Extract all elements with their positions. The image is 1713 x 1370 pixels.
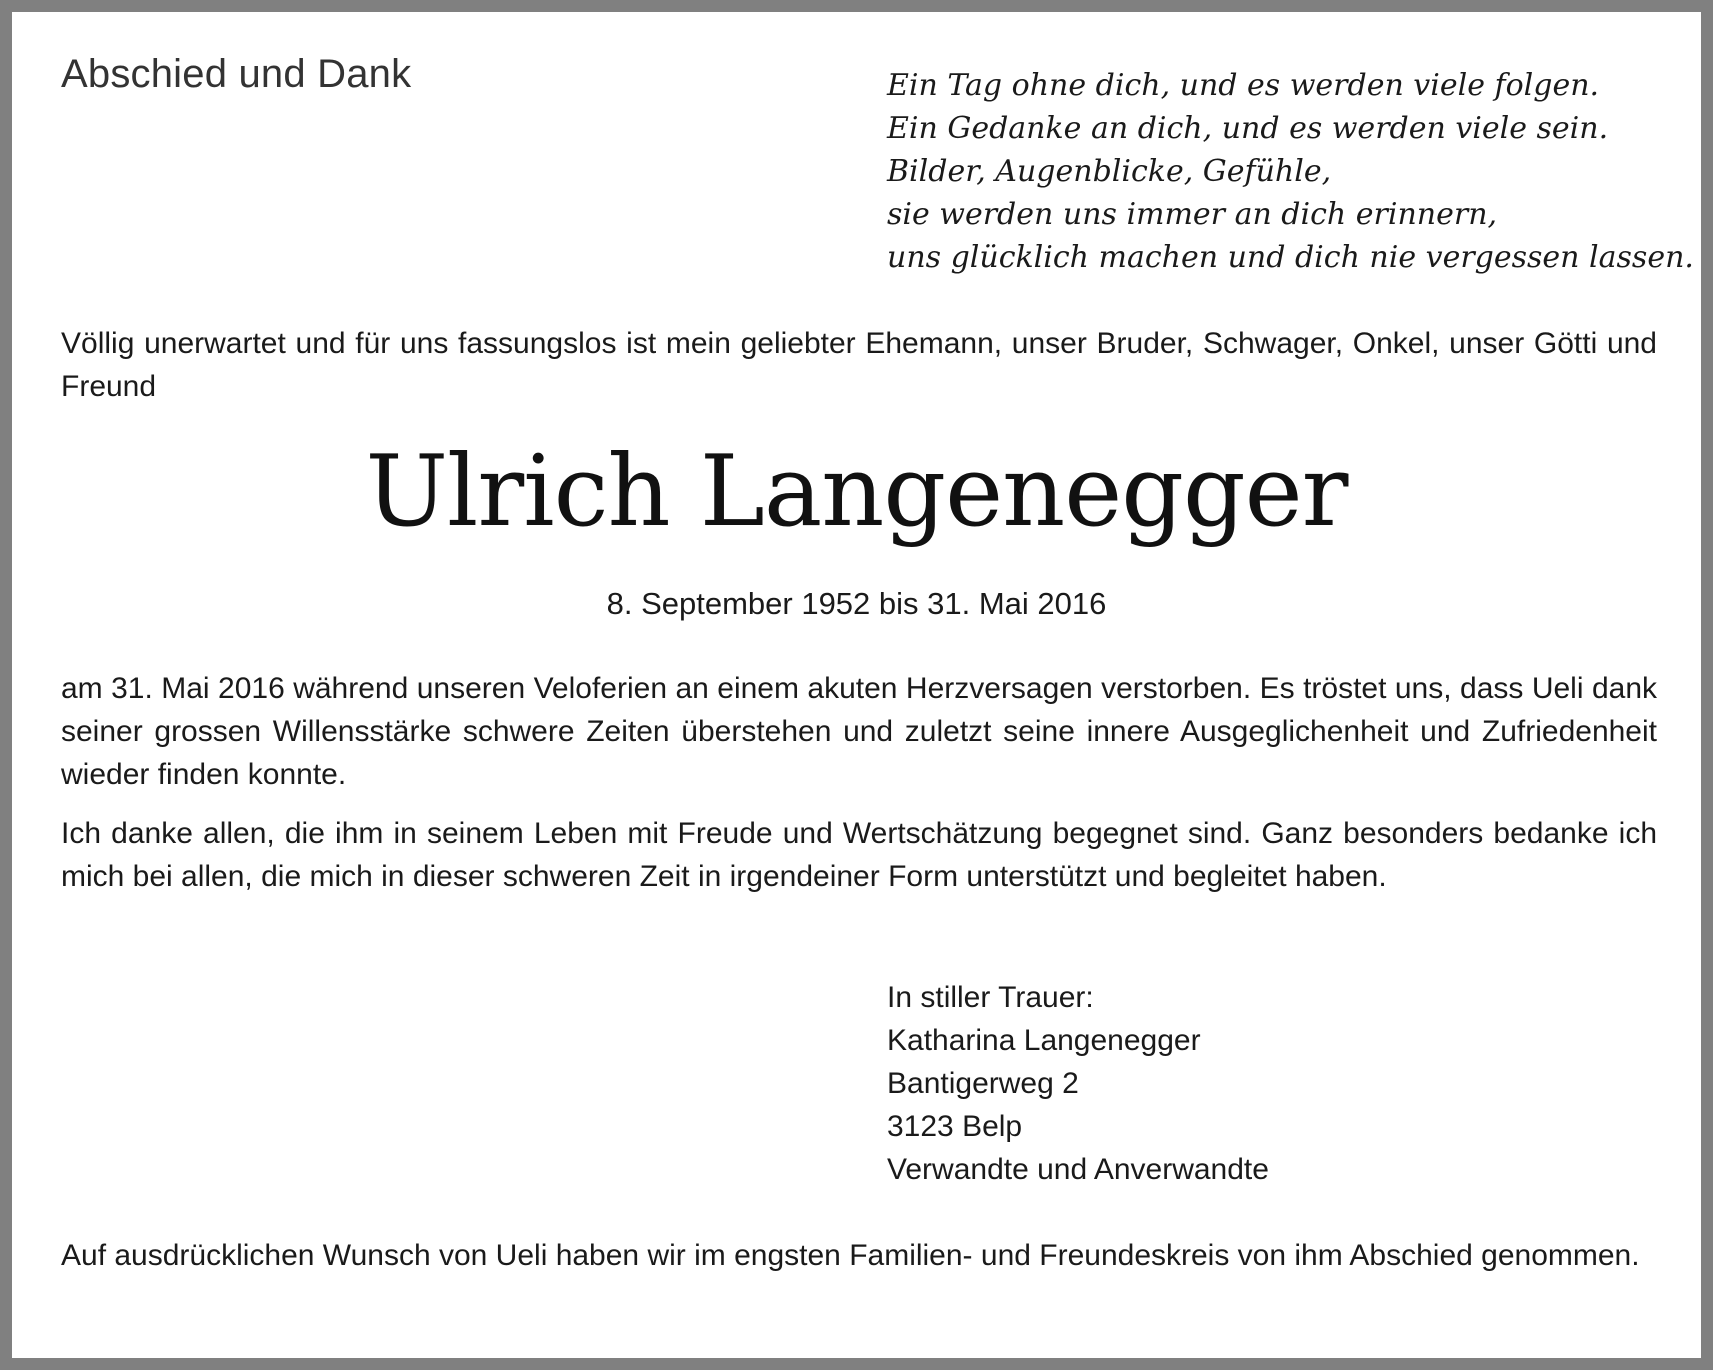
signature-line: Bantigerweg 2 xyxy=(887,1067,1079,1100)
signature-line: In stiller Trauer: xyxy=(887,981,1094,1014)
intro-text: Völlig unerwartet und für uns fassungslos ist mein geliebter Ehemann, unser Bruder, Schwager, Onkel, unser Götti und Freund xyxy=(61,327,1657,403)
signature-line: Katharina Langenegger xyxy=(887,1024,1201,1057)
life-dates: 8. September 1952 bis 31. Mai 2016 xyxy=(606,586,1107,621)
poem-line: sie werden uns immer an dich erinnern, xyxy=(887,197,1498,232)
memorial-poem xyxy=(887,64,1694,279)
poem-line: Bilder, Augenblicke, Gefühle, xyxy=(887,154,1332,189)
signature-line: 3123 Belp xyxy=(887,1110,1023,1143)
obituary-notice xyxy=(12,12,1701,1358)
signature-block xyxy=(887,976,1269,1191)
deceased-name: Ulrich Langenegger xyxy=(365,435,1348,549)
poem-line: Ein Gedanke an dich, und es werden viele sein. xyxy=(887,111,1609,146)
body-paragraph: am 31. Mai 2016 während unseren Veloferien an einem akuten Herzversagen verstorben. Es tröstet uns, dass Ueli dank seiner grossen Willensstärke schwere Zeiten überstehen und zuletzt seine innere Ausgeglichenheit und Zufriedenheit wieder finden konnte. xyxy=(61,672,1657,791)
closing-text: Auf ausdrücklichen Wunsch von Ueli haben wir im engsten Familien- und Freundeskreis von ihm Abschied genommen. xyxy=(61,1239,1640,1272)
body-paragraph: Ich danke allen, die ihm in seinem Leben mit Freude und Wertschätzung begegnet sind. Ganz besonders bedanke ich mich bei allen, die mich in dieser schweren Zeit in irgendeiner Form unterstützt und begleitet haben. xyxy=(61,817,1657,893)
poem-line: uns glücklich machen und dich nie vergessen lassen. xyxy=(887,240,1694,275)
signature-line: Verwandte und Anverwandte xyxy=(887,1153,1269,1186)
notice-heading: Abschied und Dank xyxy=(61,52,412,96)
poem-line: Ein Tag ohne dich, und es werden viele folgen. xyxy=(887,68,1600,103)
